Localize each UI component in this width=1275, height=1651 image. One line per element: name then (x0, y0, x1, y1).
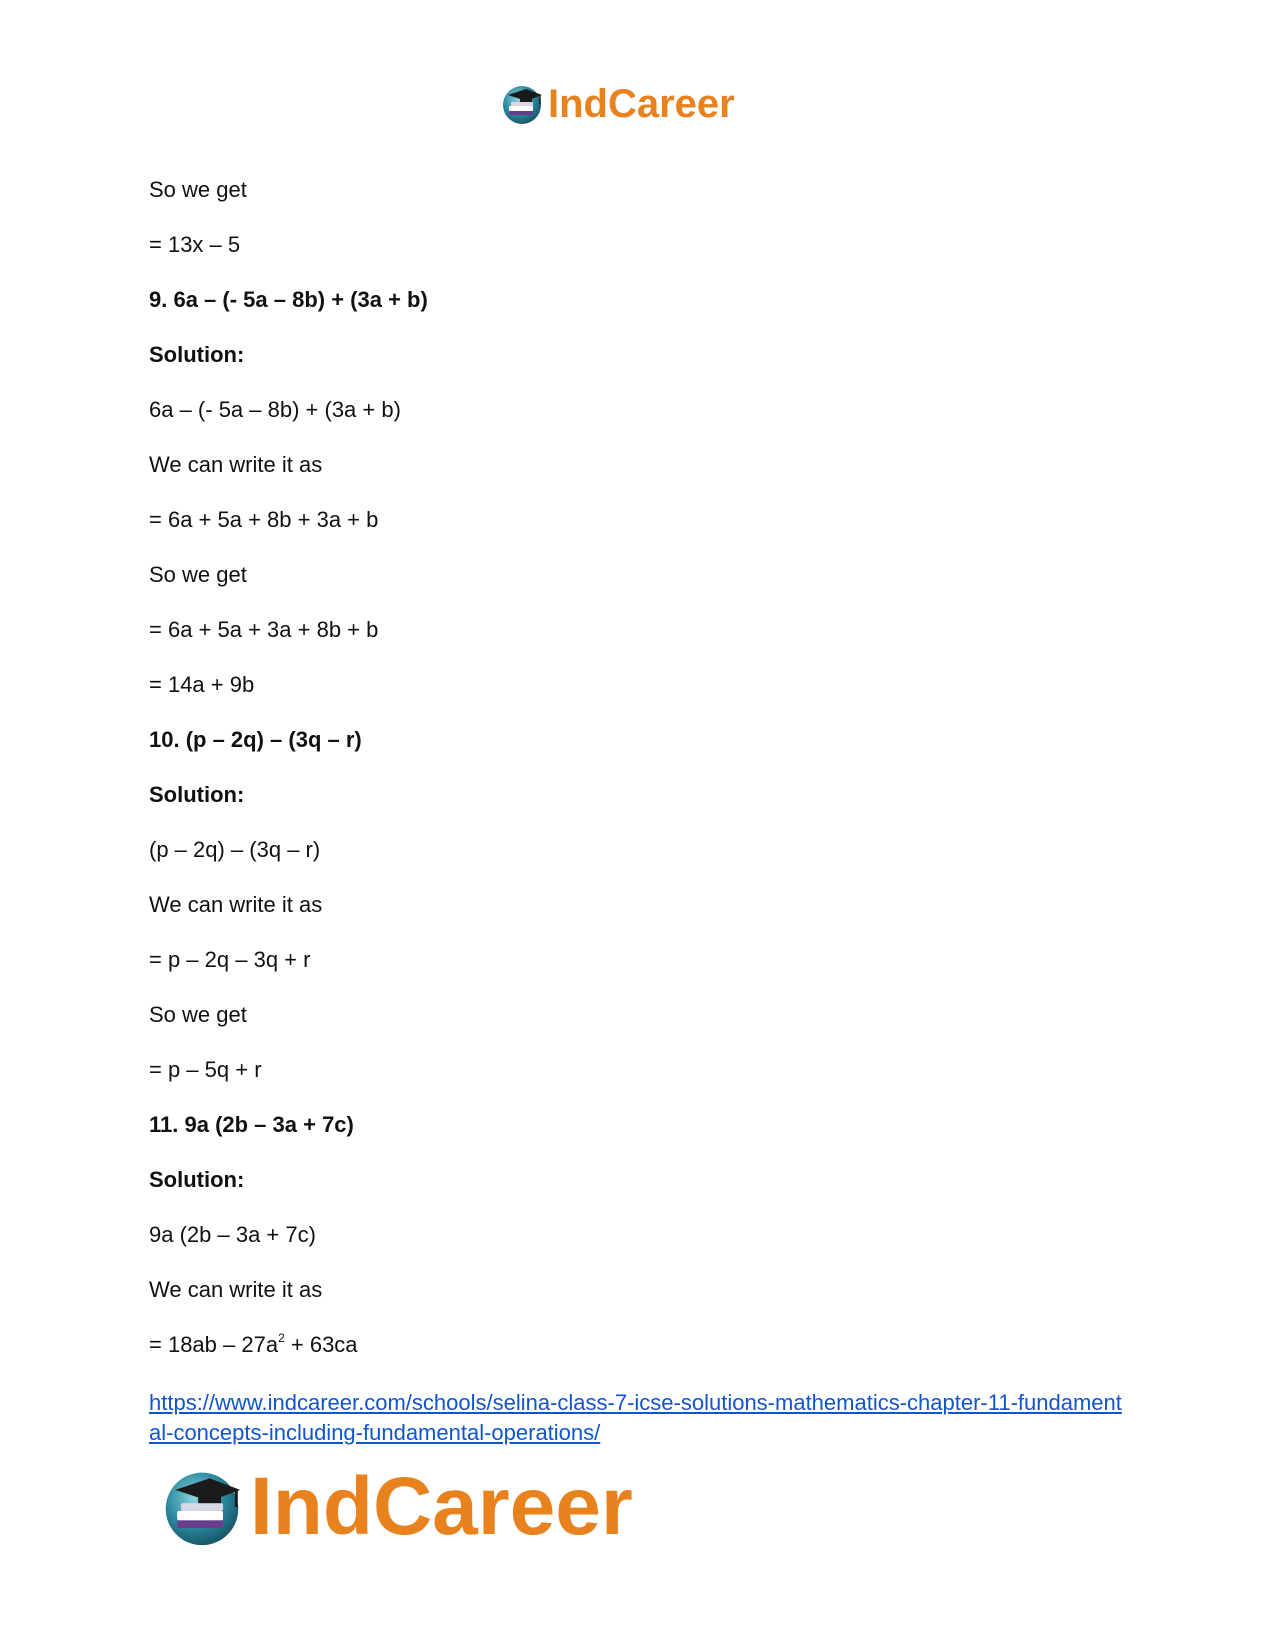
graduation-globe-icon (160, 1465, 244, 1549)
question-heading: Solution: (149, 782, 245, 807)
text-line (149, 1331, 358, 1359)
text-line: = 6a + 5a + 8b + 3a + b (149, 507, 379, 532)
footer-logo-text: IndCareer (250, 1461, 633, 1552)
question-heading: 10. (p – 2q) – (3q – r) (149, 727, 362, 752)
text-line: We can write it as (149, 452, 323, 477)
graduation-globe-icon (500, 82, 544, 126)
footer-logo (160, 1462, 633, 1552)
text-line: = 13x – 5 (149, 232, 241, 257)
text-line: = p – 2q – 3q + r (149, 947, 311, 972)
question-heading: 9. 6a – (- 5a – 8b) + (3a + b) (149, 287, 428, 312)
expression-part: = 18ab – 27a (149, 1332, 279, 1357)
header-logo-text: IndCareer (548, 82, 735, 126)
text-line: So we get (149, 1002, 247, 1027)
text-line: So we get (149, 562, 247, 587)
expression-part: + 63ca (284, 1332, 358, 1357)
text-line: = 6a + 5a + 3a + 8b + b (149, 617, 379, 642)
question-heading: Solution: (149, 1167, 245, 1192)
text-line: So we get (149, 177, 247, 202)
text-line: We can write it as (149, 1277, 323, 1302)
question-heading: Solution: (149, 342, 245, 367)
header-logo (500, 80, 735, 128)
text-line: = p – 5q + r (149, 1057, 262, 1082)
text-line: 9a (2b – 3a + 7c) (149, 1222, 316, 1247)
source-link[interactable]: https://www.indcareer.com/schools/selina-class-7-icse-solutions-mathematics-chapter-11-fundamental-concepts-including-fundamental-operations/ (149, 1390, 1122, 1445)
text-line: = 14a + 9b (149, 672, 255, 697)
text-line: 6a – (- 5a – 8b) + (3a + b) (149, 397, 401, 422)
question-heading: 11. 9a (2b – 3a + 7c) (149, 1112, 354, 1137)
text-line: We can write it as (149, 892, 323, 917)
exponent: 2 (278, 1331, 285, 1345)
text-line: (p – 2q) – (3q – r) (149, 837, 321, 862)
